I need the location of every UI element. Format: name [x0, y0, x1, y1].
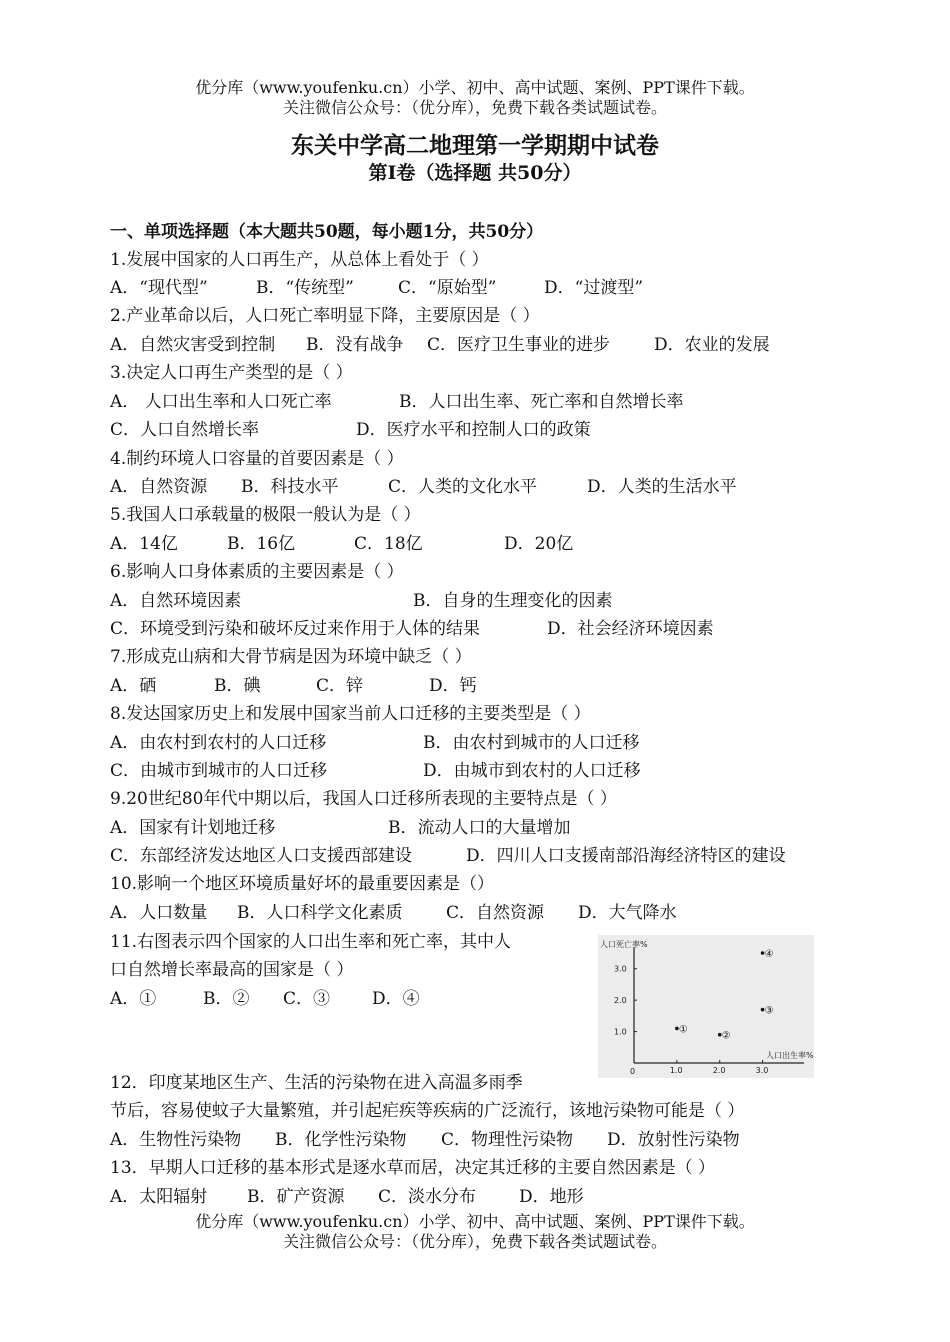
q1-option-b: B．“传统型”	[256, 278, 354, 298]
q11-option-a: A．①	[110, 989, 157, 1009]
data-point-label: ④	[764, 949, 774, 960]
q5-option-d: D．20亿	[504, 534, 574, 554]
q3-option-b: B．人口出生率、死亡率和自然增长率	[399, 392, 684, 412]
question-7-stem: 7.形成克山病和大骨节病是因为环境中缺乏（ ）	[110, 647, 472, 667]
y-tick-label: 2.0	[614, 996, 627, 1006]
q10-option-a: A．人口数量	[110, 903, 208, 923]
question-12-stem-line-1: 12．印度某地区生产、生活的污染物在进入高温多雨季	[110, 1073, 523, 1093]
origin-label: 0	[630, 1067, 636, 1076]
question-10-stem: 10.影响一个地区环境质量好坏的最重要因素是（）	[110, 874, 495, 894]
question-2-stem: 2.产业革命以后，人口死亡率明显下降，主要原因是（ ）	[110, 306, 540, 326]
chart-svg	[598, 935, 814, 1078]
q6-option-d: D．社会经济环境因素	[547, 619, 714, 639]
x-tick-label: 1.0	[669, 1066, 683, 1075]
footer-line-2: 关注微信公众号：（优分库），免费下载各类试题试卷。	[282, 1232, 667, 1251]
tick-labels	[614, 965, 768, 1075]
q11-option-d: D．④	[372, 989, 420, 1009]
q7-option-d: D．钙	[429, 676, 477, 696]
q6-option-c: C．环境受到污染和破坏反过来作用于人体的结果	[110, 619, 481, 639]
q9-option-a: A．国家有计划地迁移	[110, 818, 276, 838]
q2-option-a: A．自然灾害受到控制	[110, 335, 276, 355]
header-line-2: 关注微信公众号：（优分库），免费下载各类试题试卷。	[282, 98, 667, 117]
q7-option-b: B．碘	[214, 676, 261, 696]
question-8-stem: 8.发达国家历史上和发展中国家当前人口迁移的主要类型是（ ）	[110, 704, 591, 724]
q3-option-a: A． 人口出生率和人口死亡率	[110, 392, 332, 412]
q7-option-a: A．硒	[110, 676, 157, 696]
y-tick-label: 1.0	[614, 1027, 627, 1037]
section-heading: 一、单项选择题（本大题共50题，每小题1分，共50分）	[110, 222, 544, 242]
q8-option-d: D．由城市到农村的人口迁移	[423, 761, 641, 781]
q12-option-c: C．物理性污染物	[441, 1130, 574, 1150]
q1-option-a: A．“现代型”	[110, 278, 208, 298]
q5-option-a: A．14亿	[110, 534, 178, 554]
question-5-stem: 5.我国人口承载量的极限一般认为是（ ）	[110, 505, 421, 525]
q2-option-b: B．没有战争	[306, 335, 404, 355]
q5-option-c: C．18亿	[354, 534, 423, 554]
q4-option-a: A．自然资源	[110, 477, 208, 497]
y-tick-label: 3.0	[614, 964, 627, 974]
x-tick-label: 3.0	[755, 1066, 769, 1075]
page-subtitle: 第Ⅰ卷（选择题 共50分）	[368, 162, 582, 184]
question-6-stem: 6.影响人口身体素质的主要因素是（ ）	[110, 562, 404, 582]
data-point-label: ③	[764, 1005, 774, 1017]
q4-option-b: B．科技水平	[241, 477, 339, 497]
question-12-stem-line-2: 节后，容易使蚊子大量繁殖，并引起疟疾等疾病的广泛流行，该地污染物可能是（ ）	[110, 1101, 745, 1121]
q3-option-c: C．人口自然增长率	[110, 420, 260, 440]
q8-option-a: A．由农村到农村的人口迁移	[110, 733, 327, 753]
q3-option-d: D．医疗水平和控制人口的政策	[356, 420, 591, 440]
q12-option-d: D．放射性污染物	[607, 1130, 740, 1150]
y-axis-label: 人口死亡率%	[600, 940, 648, 949]
q4-option-d: D．人类的生活水平	[587, 477, 737, 497]
q10-option-c: C．自然资源	[446, 903, 545, 923]
page-title: 东关中学高二地理第一学期期中试卷	[291, 132, 659, 159]
x-axis-label: 人口出生率%	[766, 1051, 814, 1060]
q2-option-c: C．医疗卫生事业的进步	[427, 335, 611, 355]
q1-option-c: C．“原始型”	[398, 278, 497, 298]
q13-option-c: C．淡水分布	[378, 1187, 477, 1207]
question-11-stem-line-1: 11.右图表示四个国家的人口出生率和死亡率，其中人	[110, 932, 512, 952]
q7-option-c: C．锌	[316, 676, 364, 696]
q5-option-b: B．16亿	[227, 534, 296, 554]
q11-option-b: B．②	[203, 989, 250, 1009]
q11-option-c: C．③	[283, 989, 331, 1009]
question-1-stem: 1.发展中国家的人口再生产，从总体上看处于（ ）	[110, 250, 489, 270]
q6-option-b: B．自身的生理变化的因素	[413, 591, 613, 611]
data-point-label: ②	[721, 1030, 731, 1042]
question-3-stem: 3.决定人口再生产类型的是（ ）	[110, 363, 353, 383]
q13-option-d: D．地形	[519, 1187, 584, 1207]
question-11-stem-line-2: 口自然增长率最高的国家是（ ）	[110, 960, 354, 980]
q8-option-b: B．由农村到城市的人口迁移	[423, 733, 640, 753]
header-line-1: 优分库（www.youfenku.cn）小学、初中、高中试题、案例、PPT课件下载。	[195, 78, 755, 97]
q9-option-c: C．东部经济发达地区人口支援西部建设	[110, 846, 413, 866]
question-4-stem: 4.制约环境人口容量的首要因素是（ ）	[110, 449, 404, 469]
data-point-label: ①	[678, 1024, 688, 1036]
footer-line-1: 优分库（www.youfenku.cn）小学、初中、高中试题、案例、PPT课件下载。	[195, 1212, 755, 1231]
question-9-stem: 9.20世纪80年代中期以后，我国人口迁移所表现的主要特点是（ ）	[110, 789, 617, 809]
q12-option-a: A．生物性污染物	[110, 1130, 242, 1150]
q6-option-a: A．自然环境因素	[110, 591, 242, 611]
question-13-stem: 13．早期人口迁移的基本形式是逐水草而居，决定其迁移的主要自然因素是（ ）	[110, 1158, 716, 1178]
q8-option-c: C．由城市到城市的人口迁移	[110, 761, 328, 781]
q9-option-d: D．四川人口支援南部沿海经济特区的建设	[466, 846, 786, 866]
birth-death-rate-chart	[598, 935, 814, 1078]
x-tick-label: 2.0	[712, 1066, 726, 1075]
q13-option-a: A．太阳辐射	[110, 1187, 208, 1207]
q2-option-d: D．农业的发展	[654, 335, 770, 355]
q12-option-b: B．化学性污染物	[275, 1130, 407, 1150]
q1-option-d: D．“过渡型”	[544, 278, 644, 298]
q10-option-b: B．人口科学文化素质	[237, 903, 403, 923]
data-points	[675, 949, 773, 1042]
q9-option-b: B．流动人口的大量增加	[388, 818, 571, 838]
q13-option-b: B．矿产资源	[247, 1187, 345, 1207]
q4-option-c: C．人类的文化水平	[388, 477, 538, 497]
q10-option-d: D．大气降水	[578, 903, 677, 923]
